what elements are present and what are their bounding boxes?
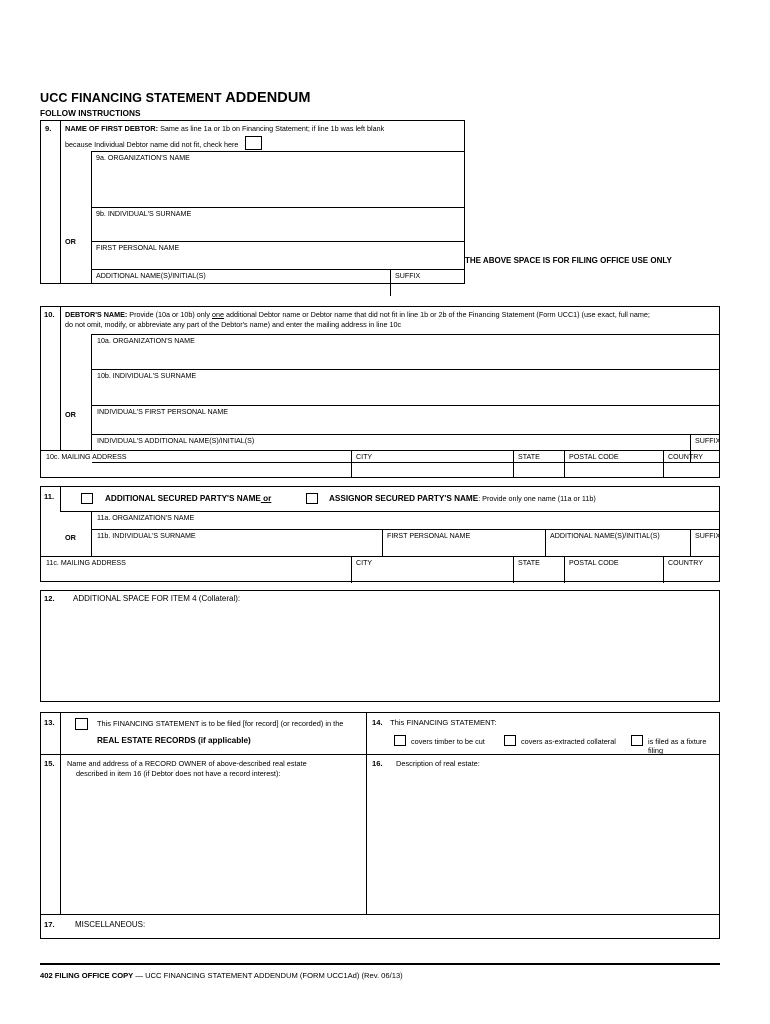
section-9-heading-rest: Same as line 1a or 1b on Financing Statement; if line 1b was left blank (158, 124, 385, 133)
footer-text (40, 971, 720, 980)
field-10c-state-label: STATE (518, 453, 540, 461)
section-13-real-estate-records (61, 713, 366, 754)
page-title (40, 90, 720, 106)
section-13-14-body (61, 713, 719, 754)
section-11-body (46, 487, 721, 581)
field-9b-label: 9b. INDIVIDUAL'S SURNAME (96, 210, 192, 218)
section-10-heading (65, 310, 715, 331)
footer-rest-text: — UCC FINANCING STATEMENT ADDENDUM (FORM UCC1Ad) (Rev. 06/13) (133, 971, 403, 980)
section-14-label: This FINANCING STATEMENT: (390, 718, 497, 727)
section-13-line1: This FINANCING STATEMENT is to be filed [for record] (or recorded) in the (97, 719, 344, 728)
filing-office-use-note: THE ABOVE SPACE IS FOR FILING OFFICE USE ONLY (465, 256, 672, 265)
section-9-fields (91, 151, 464, 283)
section-13-number: 13. (44, 718, 55, 727)
section-9-number: 9. (45, 124, 52, 133)
field-11c-postal-code-label: POSTAL CODE (569, 559, 619, 567)
option-or-text: or (260, 494, 272, 503)
section-16-real-estate-description[interactable] (366, 755, 719, 914)
section-10-fields (91, 334, 719, 450)
section-13-14-row (40, 712, 720, 755)
section-10-number-column (41, 307, 61, 450)
divider-10c-postal (564, 451, 565, 477)
field-10c-country-label: COUNTRY (668, 453, 703, 461)
additional-secured-party-label (105, 494, 271, 503)
field-9b-individual-surname[interactable] (92, 208, 464, 242)
field-11c-country-label: COUNTRY (668, 559, 703, 567)
field-10b-first-personal-name-label: INDIVIDUAL'S FIRST PERSONAL NAME (97, 408, 229, 416)
suffix-divider-9 (390, 270, 391, 296)
field-11a-organization-name[interactable] (92, 512, 719, 530)
section-17-body (61, 915, 719, 938)
field-11b-suffix-label: SUFFIX (695, 532, 721, 540)
covers-as-extracted-checkbox[interactable] (504, 735, 516, 746)
field-9a-organization-name[interactable] (92, 152, 464, 208)
section-15-16-row (40, 755, 720, 915)
section-15-number: 15. (44, 759, 55, 768)
covers-timber-label: covers timber to be cut (411, 737, 485, 746)
field-10b-label: 10b. INDIVIDUAL'S SURNAME (97, 372, 197, 380)
field-9b-additional-names-label: ADDITIONAL NAME(S)/INITIAL(S) (96, 272, 206, 280)
first-debtor-checkbox[interactable] (245, 136, 262, 150)
field-10a-organization-name[interactable] (92, 335, 719, 370)
section-9-heading-label: NAME OF FIRST DEBTOR: (65, 124, 159, 133)
field-9a-label: 9a. ORGANIZATION'S NAME (96, 154, 190, 162)
section-9-heading-line1 (65, 124, 462, 133)
divider-11c-city (351, 557, 352, 583)
section-10-heading-rest-2: additional Debtor name or Debtor name that did not fit in line 1b or 2b of the Financing Statement (Form UCC1) (use exact, full name; (223, 310, 650, 319)
field-9b-additional-names-row (92, 270, 464, 296)
footer-divider (40, 963, 720, 965)
field-11a-label: 11a. ORGANIZATION'S NAME (97, 514, 195, 522)
field-11b-row (92, 530, 719, 556)
section-12-number: 12. (44, 594, 55, 603)
section-10-heading-line2: do not omit, modify, or abbreviate any part of the Debtor's name) and enter the mailing address in line 10c (65, 320, 402, 330)
section-10c-body (41, 451, 719, 477)
section-15-record-owner[interactable] (61, 755, 366, 914)
section-11-additional-secured-party (40, 486, 720, 582)
section-11c-address-row (41, 556, 719, 583)
page-title-bold: ADDENDUM (225, 90, 311, 106)
field-10c-mailing-address-label: 10c. MAILING ADDRESS (46, 453, 127, 461)
field-11c-mailing-address-label: 11c. MAILING ADDRESS (46, 559, 126, 567)
divider-11b-first-name (382, 530, 383, 556)
divider-11b-additional (545, 530, 546, 556)
footer-area (40, 963, 720, 980)
section-11-options-row (61, 487, 719, 512)
field-10a-label: 10a. ORGANIZATION'S NAME (97, 337, 195, 345)
section-10-debtor-name (40, 306, 720, 451)
section-9-heading-line2-text: because Individual Debtor name did not fit, check here (65, 140, 239, 149)
field-9b-suffix-label: SUFFIX (395, 272, 421, 280)
field-10b-additional-names-label: INDIVIDUAL'S ADDITIONAL NAME(S)/INITIAL(S) (97, 437, 255, 445)
section-15-16-body (61, 755, 719, 914)
section-11-number: 11. (44, 492, 55, 501)
assignor-secured-party-checkbox[interactable] (306, 493, 318, 504)
field-10b-individual-surname[interactable] (92, 370, 719, 406)
section-14-number: 14. (372, 718, 383, 727)
field-10c-city-label: CITY (356, 453, 373, 461)
field-11c-state-label: STATE (518, 559, 540, 567)
real-estate-records-checkbox[interactable] (75, 718, 88, 730)
section-10-heading-label: DEBTOR'S NAME: (65, 310, 128, 319)
section-12-additional-collateral-space[interactable] (40, 590, 720, 702)
section-9-heading-line2 (65, 136, 462, 150)
covers-as-extracted-label: covers as-extracted collateral (521, 737, 616, 746)
section-16-label: Description of real estate: (396, 759, 480, 768)
section-17-number: 17. (44, 920, 55, 929)
section-9-heading (65, 124, 462, 150)
ucc-addendum-form (40, 90, 720, 980)
covers-timber-checkbox[interactable] (394, 735, 406, 746)
section-12-body (61, 591, 719, 701)
field-11c-city-label: CITY (356, 559, 373, 567)
follow-instructions-label: FOLLOW INSTRUCTIONS (40, 108, 141, 118)
section-13-number-column (41, 713, 61, 754)
additional-secured-party-checkbox[interactable] (81, 493, 93, 504)
section-10-number: 10. (44, 310, 55, 319)
divider-11b-suffix (690, 530, 691, 556)
section-9-body (61, 121, 464, 283)
section-17-number-column (41, 915, 61, 938)
additional-secured-party-label-text: ADDITIONAL SECURED PARTY'S NAME (105, 494, 261, 503)
divider-11c-postal (564, 557, 565, 583)
section-11-fields (91, 512, 719, 556)
divider-11c-state (513, 557, 514, 583)
section-16-number: 16. (372, 759, 383, 768)
section-9-or-label: OR (65, 237, 76, 246)
field-11b-first-personal-name-label: FIRST PERSONAL NAME (387, 532, 471, 540)
assignor-secured-party-label (329, 494, 596, 503)
divider-11c-country (663, 557, 664, 583)
divider-10c-country (663, 451, 664, 477)
section-9-number-column (41, 121, 61, 283)
section-10-or-label: OR (65, 410, 76, 419)
section-11-number-column (41, 487, 61, 512)
section-10c-address-row (40, 451, 720, 478)
divider-10c-city (351, 451, 352, 477)
fixture-filing-checkbox[interactable] (631, 735, 643, 746)
assignor-secured-party-label-text: ASSIGNOR SECURED PARTY'S NAME (329, 494, 479, 503)
field-10c-postal-code-label: POSTAL CODE (569, 453, 619, 461)
field-9b-first-personal-name[interactable] (92, 242, 464, 270)
divider-10c-state (513, 451, 514, 477)
section-10-body (61, 307, 719, 450)
section-12-label: ADDITIONAL SPACE FOR ITEM 4 (Collateral): (73, 594, 241, 603)
field-11b-label: 11b. INDIVIDUAL'S SURNAME (97, 532, 196, 540)
section-10-heading-rest-1: Provide (10a or 10b) only (127, 310, 212, 319)
section-11-or-label: OR (65, 533, 76, 542)
section-15-line2: described in item 16 (if Debtor does not have a record interest): (76, 769, 281, 778)
field-11b-additional-names-label: ADDITIONAL NAME(S)/INITIAL(S) (550, 532, 660, 540)
section-15-line1: Name and address of a RECORD OWNER of above-described real estate (67, 759, 307, 768)
field-10b-suffix-label: SUFFIX (695, 437, 721, 445)
assignor-secured-party-hint: : Provide only one name (11a or 11b) (478, 494, 596, 503)
section-12-number-column (41, 591, 61, 701)
field-9b-first-personal-name-label: FIRST PERSONAL NAME (96, 244, 180, 252)
field-10b-first-personal-name[interactable] (92, 406, 719, 435)
section-17-label: MISCELLANEOUS: (75, 920, 146, 929)
section-17-miscellaneous[interactable] (40, 915, 720, 939)
section-9-first-debtor (40, 120, 465, 284)
page-title-regular: UCC FINANCING STATEMENT (40, 91, 226, 105)
footer-bold-text: 402 FILING OFFICE COPY (40, 971, 134, 980)
section-15-number-column (41, 755, 61, 914)
section-13-line2: REAL ESTATE RECORDS (if applicable) (97, 736, 251, 745)
fixture-filing-label: is filed as a fixture filing (648, 737, 707, 755)
section-10-heading-underline: one (211, 310, 224, 319)
section-14-financing-statement (366, 713, 719, 754)
